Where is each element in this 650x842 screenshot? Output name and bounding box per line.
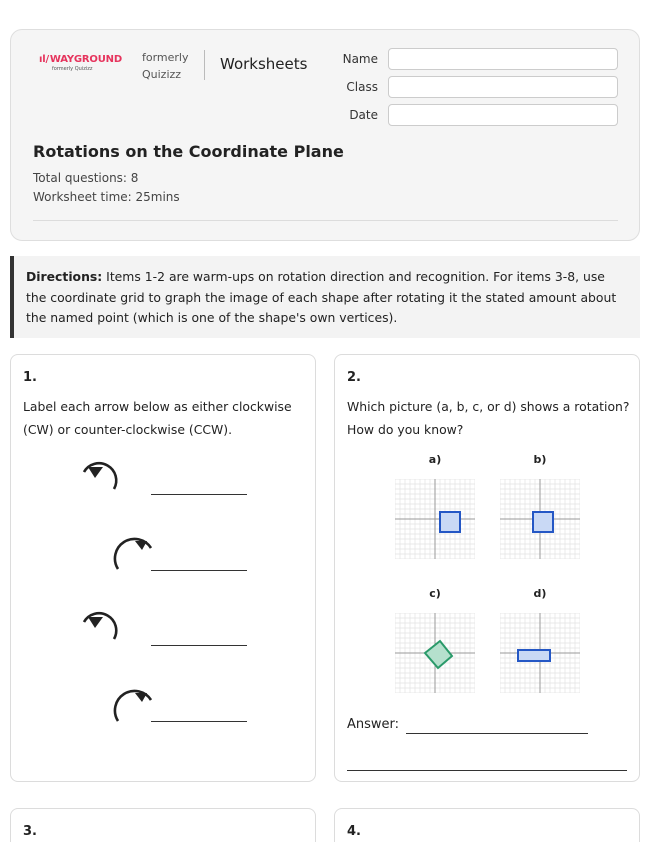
circular-arrow-icon (111, 537, 157, 583)
grid-lines (395, 479, 475, 559)
coordinate-grid-icon[interactable] (395, 479, 475, 559)
question-number: 2. (347, 370, 361, 385)
formerly-line1: formerly (142, 51, 189, 64)
answer-line[interactable] (151, 494, 247, 495)
class-field[interactable] (388, 76, 618, 98)
option-label-d: d) (533, 587, 547, 600)
shape-rectangle (518, 650, 550, 661)
question-text: Which picture (a, b, c, or d) shows a rotation? How do you know? (347, 399, 630, 437)
question-card-1 (10, 354, 316, 782)
wayground-logo (39, 54, 131, 72)
date-field[interactable] (388, 104, 618, 126)
worksheet-header (10, 29, 640, 241)
explanation-line[interactable] (347, 770, 627, 771)
option-label-a: a) (428, 453, 442, 466)
coordinate-grid-icon[interactable] (500, 479, 580, 559)
question-number: 4. (347, 824, 361, 839)
worksheet-time: Worksheet time: 25mins (33, 190, 180, 204)
logo-subtext: formerly Quizizz (52, 66, 93, 72)
header-divider (204, 50, 205, 80)
directions-box (10, 256, 640, 338)
name-field[interactable] (388, 48, 618, 70)
option-label-b: b) (533, 453, 547, 466)
coordinate-grid-icon[interactable] (500, 613, 580, 693)
product-title: Worksheets (220, 55, 308, 73)
question-number: 1. (23, 370, 37, 385)
page-title: Rotations on the Coordinate Plane (33, 142, 344, 161)
question-card-3 (10, 808, 316, 842)
formerly-note (142, 49, 189, 83)
date-label: Date (349, 108, 378, 122)
logo-bars-icon: ıl/ (39, 54, 49, 65)
name-label: Name (342, 52, 378, 66)
answer-line[interactable] (151, 721, 247, 722)
shape-square (440, 512, 460, 532)
answer-line[interactable] (151, 570, 247, 571)
formerly-line2: Quizizz (142, 68, 182, 81)
class-label: Class (346, 80, 378, 94)
question-text: Label each arrow below as either clockwise (CW) or counter-clockwise (CCW). (23, 399, 292, 437)
circular-arrow-icon (111, 689, 157, 735)
directions-label: Directions: (26, 269, 103, 284)
answer-line[interactable] (406, 733, 588, 734)
directions-text: Items 1-2 are warm-ups on rotation direction and recognition. For items 3-8, use the coordinate grid to graph the image of each shape after rotating it the stated amount about the named point (which is one of the shape's own vertices). (26, 269, 617, 325)
header-rule (33, 220, 618, 221)
answer-line[interactable] (151, 645, 247, 646)
question-card-2 (334, 354, 640, 782)
total-questions: Total questions: 8 (33, 171, 139, 185)
answer-label: Answer: (347, 717, 400, 732)
question-card-4 (334, 808, 640, 842)
circular-arrow-icon (77, 609, 123, 655)
coordinate-grid-icon[interactable] (395, 613, 475, 693)
shape-square (533, 512, 553, 532)
question-number: 3. (23, 824, 37, 839)
shape-rotated-square (425, 641, 452, 668)
logo-text: WAYGROUND (49, 54, 122, 65)
option-label-c: c) (429, 587, 441, 600)
circular-arrow-icon (77, 459, 123, 505)
